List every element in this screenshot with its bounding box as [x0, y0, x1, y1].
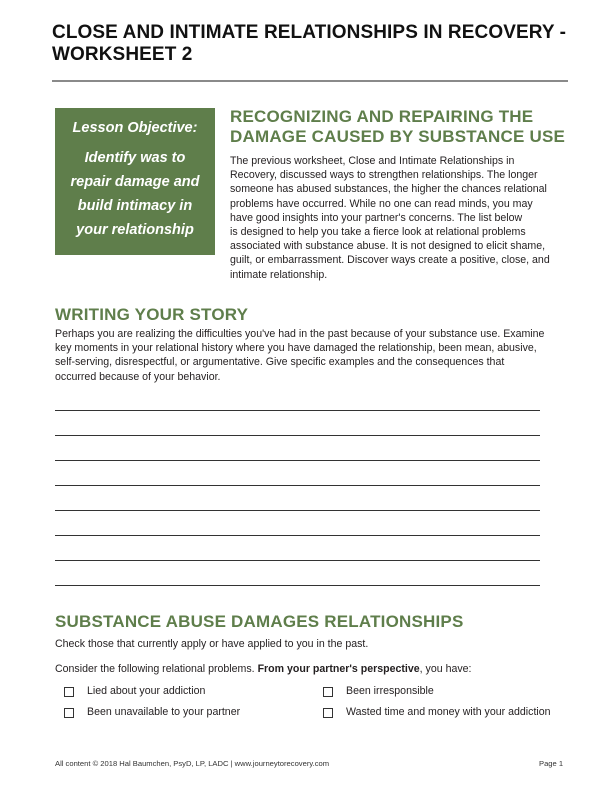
checklist-item-label: Been unavailable to your partner	[87, 706, 241, 718]
consider-emphasis: From your partner's perspective	[257, 663, 420, 675]
checklist-item[interactable]	[323, 706, 551, 719]
story-line: occurred because of your behavior.	[55, 370, 221, 383]
writing-line[interactable]	[55, 560, 540, 561]
intro-line: Recovery, discussed ways to strengthen relationships. The longer	[230, 169, 538, 182]
intro-line: someone has abused substances, the higher the chances relational	[230, 183, 547, 196]
title-divider	[52, 80, 568, 82]
intro-line: intimate relationship.	[230, 268, 328, 281]
checkbox[interactable]	[64, 708, 74, 718]
checklist-item-label: Lied about your addiction	[87, 685, 206, 697]
intro-line: have good insights into your partner's concerns. The list below	[230, 211, 523, 224]
consider-text	[55, 662, 570, 676]
story-line: key moments in your relational history where you have damaged the relationship, been mean, abusive,	[55, 342, 537, 355]
writing-line[interactable]	[55, 435, 540, 436]
intro-heading-line-2: DAMAGE CAUSED BY SUBSTANCE USE	[230, 127, 566, 146]
writing-line[interactable]	[55, 585, 540, 586]
writing-line[interactable]	[55, 485, 540, 486]
checklist-item-label: Wasted time and money with your addiction	[346, 706, 551, 718]
intro-heading	[230, 107, 570, 147]
damages-heading: SUBSTANCE ABUSE DAMAGES RELATIONSHIPS	[55, 612, 464, 631]
checklist-item[interactable]	[323, 685, 434, 698]
writing-line[interactable]	[55, 460, 540, 461]
consider-suffix: , you have:	[419, 663, 472, 675]
checkbox[interactable]	[323, 687, 333, 697]
intro-paragraph	[230, 154, 568, 282]
intro-line: is designed to help you take a fierce look at relational problems	[230, 226, 526, 239]
damages-instruction: Check those that currently apply or have applied to you in the past.	[55, 638, 369, 650]
footer-copyright: All content © 2018 Hal Baumchen, PsyD, LP, LADC | www.journeytorecovery.com	[55, 759, 330, 768]
checkbox[interactable]	[323, 708, 333, 718]
writing-line[interactable]	[55, 535, 540, 536]
intro-heading-line-1: RECOGNIZING AND REPAIRING THE	[230, 107, 534, 126]
lesson-objective-box	[55, 108, 215, 255]
intro-line: guilt, or embarrassment. Discover ways create a positive, close, and	[230, 254, 550, 267]
story-line: Perhaps you are realizing the difficulties you've had in the past because of your substance use. Examine	[55, 328, 545, 340]
title-line-2: WORKSHEET 2	[52, 44, 193, 65]
checklist-item-label: Been irresponsible	[346, 685, 434, 697]
title-line-1: CLOSE AND INTIMATE RELATIONSHIPS IN RECOVERY -	[52, 22, 567, 43]
objective-label: Lesson Objective:	[72, 120, 198, 136]
intro-line: associated with substance abuse. It is not designed to elicit shame,	[230, 240, 546, 253]
page-title	[52, 22, 572, 66]
writing-line[interactable]	[55, 510, 540, 511]
intro-line: problems have occurred. While no one can read minds, you may	[230, 197, 533, 210]
writing-line[interactable]	[55, 410, 540, 411]
checklist-item[interactable]	[64, 706, 240, 719]
story-line: self-serving, disrespectful, or argumentative. Give specific examples and the consequences that	[55, 356, 505, 369]
checkbox[interactable]	[64, 687, 74, 697]
objective-text: Identify was to repair damage and build intimacy in your relationship	[70, 150, 200, 238]
consider-prefix: Consider the following relational problems.	[55, 663, 258, 675]
intro-line: The previous worksheet, Close and Intimate Relationships in	[230, 155, 515, 167]
page-number: Page 1	[539, 759, 564, 768]
checklist-item[interactable]	[64, 685, 205, 698]
story-paragraph	[55, 327, 570, 384]
story-heading: WRITING YOUR STORY	[55, 305, 249, 324]
